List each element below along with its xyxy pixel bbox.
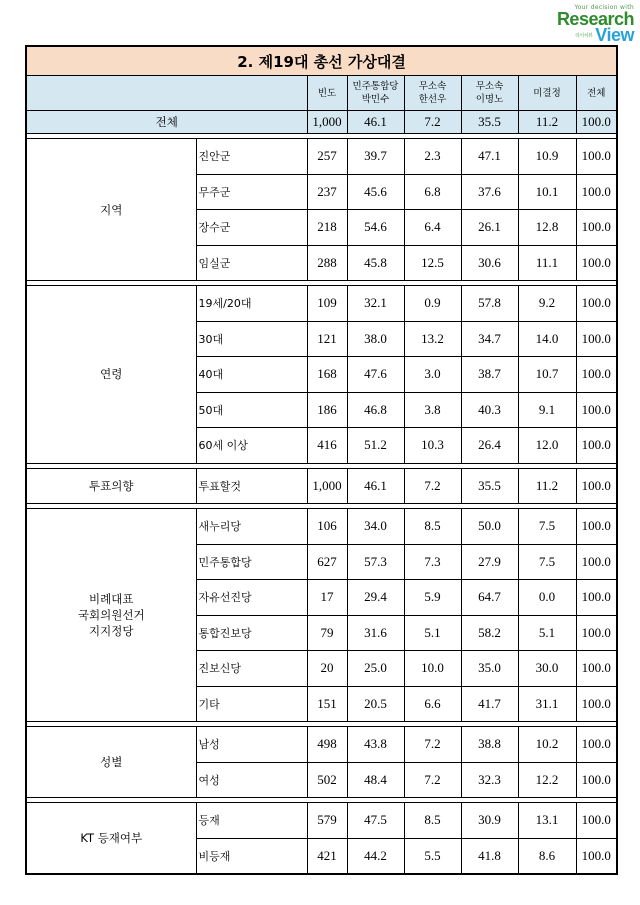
cell-value: 26.1 xyxy=(461,210,518,246)
cell-value: 12.2 xyxy=(518,762,576,798)
column-header-c3: 무소속 이명노 xyxy=(461,76,518,111)
cell-value: 7.2 xyxy=(404,468,461,504)
row-label: 50대 xyxy=(196,392,307,428)
cell-value: 10.7 xyxy=(518,357,576,393)
header-blank xyxy=(26,76,307,111)
cell-value: 11.1 xyxy=(518,245,576,281)
cell-value: 0.0 xyxy=(518,580,576,616)
cell-value: 502 xyxy=(307,762,347,798)
cell-value: 43.8 xyxy=(347,727,404,763)
cell-value: 8.5 xyxy=(404,509,461,545)
cell-value: 45.8 xyxy=(347,245,404,281)
cell-value: 5.5 xyxy=(404,838,461,874)
cell-value: 44.2 xyxy=(347,838,404,874)
cell-value: 186 xyxy=(307,392,347,428)
row-label: 40대 xyxy=(196,357,307,393)
cell-value: 7.2 xyxy=(404,727,461,763)
cell-value: 38.8 xyxy=(461,727,518,763)
cell-value: 100.0 xyxy=(576,762,617,798)
column-header-undecided: 미결정 xyxy=(518,76,576,111)
cell-value: 100.0 xyxy=(576,803,617,839)
cell-value: 32.3 xyxy=(461,762,518,798)
cell-value: 218 xyxy=(307,210,347,246)
cell-value: 20.5 xyxy=(347,686,404,722)
cell-value: 100.0 xyxy=(576,357,617,393)
cell-value: 12.0 xyxy=(518,428,576,464)
cell-value: 41.7 xyxy=(461,686,518,722)
cell-value: 421 xyxy=(307,838,347,874)
cell-value: 30.6 xyxy=(461,245,518,281)
row-label: 임실군 xyxy=(196,245,307,281)
row-label: 기타 xyxy=(196,686,307,722)
cell-value: 48.4 xyxy=(347,762,404,798)
cell-value: 38.0 xyxy=(347,321,404,357)
cell-value: 39.7 xyxy=(347,139,404,175)
cell-value: 5.9 xyxy=(404,580,461,616)
cell-value: 100.0 xyxy=(576,286,617,322)
cell-value: 100.0 xyxy=(576,174,617,210)
cell-value: 288 xyxy=(307,245,347,281)
cell-value: 7.2 xyxy=(404,111,461,134)
group-label: 비례대표 국회의원선거 지지정당 xyxy=(26,509,196,722)
cell-value: 7.3 xyxy=(404,544,461,580)
row-label: 새누리당 xyxy=(196,509,307,545)
cell-value: 34.0 xyxy=(347,509,404,545)
cell-value: 151 xyxy=(307,686,347,722)
cell-value: 40.3 xyxy=(461,392,518,428)
cell-value: 627 xyxy=(307,544,347,580)
header-row xyxy=(26,76,617,111)
cell-value: 7.2 xyxy=(404,762,461,798)
cell-value: 13.1 xyxy=(518,803,576,839)
cell-value: 106 xyxy=(307,509,347,545)
cell-value: 100.0 xyxy=(576,245,617,281)
group-label: 지역 xyxy=(26,139,196,281)
group-label: 성별 xyxy=(26,727,196,798)
row-label: 60세 이상 xyxy=(196,428,307,464)
logo-tagline: Your decision with xyxy=(574,4,634,11)
cell-value: 64.7 xyxy=(461,580,518,616)
group-label: 연령 xyxy=(26,286,196,464)
cell-value: 121 xyxy=(307,321,347,357)
cell-value: 20 xyxy=(307,651,347,687)
column-header-c2: 무소속 한선우 xyxy=(404,76,461,111)
group-label: 투표의향 xyxy=(26,468,196,504)
cell-value: 3.0 xyxy=(404,357,461,393)
cell-value: 32.1 xyxy=(347,286,404,322)
cell-value: 35.5 xyxy=(461,111,518,134)
crosstab-table xyxy=(25,45,618,875)
table-row xyxy=(26,803,617,839)
row-label: 진보신당 xyxy=(196,651,307,687)
cell-value: 50.0 xyxy=(461,509,518,545)
logo-line2-prefix: 리서치뷰 xyxy=(574,33,593,40)
cell-value: 12.5 xyxy=(404,245,461,281)
logo-line2-view: View xyxy=(595,25,634,45)
table-title: 2. 제19대 총선 가상대결 xyxy=(26,46,617,76)
cell-value: 31.6 xyxy=(347,615,404,651)
cell-value: 416 xyxy=(307,428,347,464)
table-row xyxy=(26,286,617,322)
cell-value: 57.3 xyxy=(347,544,404,580)
cell-value: 10.3 xyxy=(404,428,461,464)
cell-value: 100.0 xyxy=(576,509,617,545)
cell-value: 11.2 xyxy=(518,468,576,504)
cell-value: 6.4 xyxy=(404,210,461,246)
row-label: 투표할것 xyxy=(196,468,307,504)
cell-value: 6.8 xyxy=(404,174,461,210)
cell-value: 8.5 xyxy=(404,803,461,839)
cell-value: 8.6 xyxy=(518,838,576,874)
cell-value: 79 xyxy=(307,615,347,651)
cell-value: 9.1 xyxy=(518,392,576,428)
column-header-c1: 민주통합당 박민수 xyxy=(347,76,404,111)
cell-value: 58.2 xyxy=(461,615,518,651)
cell-value: 47.5 xyxy=(347,803,404,839)
cell-value: 47.1 xyxy=(461,139,518,175)
cell-value: 498 xyxy=(307,727,347,763)
row-label: 전체 xyxy=(26,111,307,134)
cell-value: 27.9 xyxy=(461,544,518,580)
row-label: 자유선진당 xyxy=(196,580,307,616)
cell-value: 9.2 xyxy=(518,286,576,322)
cell-value: 30.0 xyxy=(518,651,576,687)
cell-value: 46.8 xyxy=(347,392,404,428)
row-label: 등재 xyxy=(196,803,307,839)
row-label: 여성 xyxy=(196,762,307,798)
cell-value: 100.0 xyxy=(576,686,617,722)
column-header-freq: 빈도 xyxy=(307,76,347,111)
cell-value: 100.0 xyxy=(576,727,617,763)
cell-value: 25.0 xyxy=(347,651,404,687)
cell-value: 31.1 xyxy=(518,686,576,722)
table-row xyxy=(26,727,617,763)
cell-value: 5.1 xyxy=(404,615,461,651)
table-row xyxy=(26,468,617,504)
table-row xyxy=(26,139,617,175)
row-label: 장수군 xyxy=(196,210,307,246)
cell-value: 14.0 xyxy=(518,321,576,357)
cell-value: 100.0 xyxy=(576,139,617,175)
cell-value: 100.0 xyxy=(576,580,617,616)
row-label: 비등재 xyxy=(196,838,307,874)
cell-value: 237 xyxy=(307,174,347,210)
cell-value: 30.9 xyxy=(461,803,518,839)
cell-value: 54.6 xyxy=(347,210,404,246)
cell-value: 6.6 xyxy=(404,686,461,722)
row-label: 30대 xyxy=(196,321,307,357)
cell-value: 10.0 xyxy=(404,651,461,687)
cell-value: 100.0 xyxy=(576,615,617,651)
row-label: 진안군 xyxy=(196,139,307,175)
row-label: 무주군 xyxy=(196,174,307,210)
cell-value: 100.0 xyxy=(576,210,617,246)
cell-value: 7.5 xyxy=(518,544,576,580)
logo-line1: Research xyxy=(556,9,634,29)
cell-value: 2.3 xyxy=(404,139,461,175)
cell-value: 46.1 xyxy=(347,468,404,504)
table-row xyxy=(26,509,617,545)
cell-value: 109 xyxy=(307,286,347,322)
cell-value: 45.6 xyxy=(347,174,404,210)
cell-value: 35.5 xyxy=(461,468,518,504)
cell-value: 38.7 xyxy=(461,357,518,393)
cell-value: 100.0 xyxy=(576,428,617,464)
cell-value: 10.2 xyxy=(518,727,576,763)
cell-value: 100.0 xyxy=(576,468,617,504)
cell-value: 46.1 xyxy=(347,111,404,134)
cell-value: 100.0 xyxy=(576,111,617,134)
cell-value: 100.0 xyxy=(576,838,617,874)
cell-value: 10.9 xyxy=(518,139,576,175)
row-label: 민주통합당 xyxy=(196,544,307,580)
row-label: 남성 xyxy=(196,727,307,763)
cell-value: 100.0 xyxy=(576,544,617,580)
cell-value: 11.2 xyxy=(518,111,576,134)
cell-value: 26.4 xyxy=(461,428,518,464)
cell-value: 17 xyxy=(307,580,347,616)
logo-line2 xyxy=(524,27,634,44)
cell-value: 7.5 xyxy=(518,509,576,545)
cell-value: 100.0 xyxy=(576,321,617,357)
row-label: 19세/20대 xyxy=(196,286,307,322)
cell-value: 0.9 xyxy=(404,286,461,322)
cell-value: 100.0 xyxy=(576,651,617,687)
cell-value: 51.2 xyxy=(347,428,404,464)
cell-value: 41.8 xyxy=(461,838,518,874)
cell-value: 12.8 xyxy=(518,210,576,246)
column-header-total: 전체 xyxy=(576,76,617,111)
row-label: 통합진보당 xyxy=(196,615,307,651)
cell-value: 5.1 xyxy=(518,615,576,651)
cell-value: 1,000 xyxy=(307,111,347,134)
total-row xyxy=(26,111,617,134)
cell-value: 37.6 xyxy=(461,174,518,210)
cell-value: 10.1 xyxy=(518,174,576,210)
cell-value: 47.6 xyxy=(347,357,404,393)
group-label: KT 등재여부 xyxy=(26,803,196,875)
cell-value: 13.2 xyxy=(404,321,461,357)
cell-value: 34.7 xyxy=(461,321,518,357)
cell-value: 57.8 xyxy=(461,286,518,322)
cell-value: 3.8 xyxy=(404,392,461,428)
cell-value: 257 xyxy=(307,139,347,175)
cell-value: 1,000 xyxy=(307,468,347,504)
cell-value: 35.0 xyxy=(461,651,518,687)
cell-value: 29.4 xyxy=(347,580,404,616)
research-view-logo xyxy=(524,4,634,46)
cell-value: 100.0 xyxy=(576,392,617,428)
cell-value: 579 xyxy=(307,803,347,839)
cell-value: 168 xyxy=(307,357,347,393)
